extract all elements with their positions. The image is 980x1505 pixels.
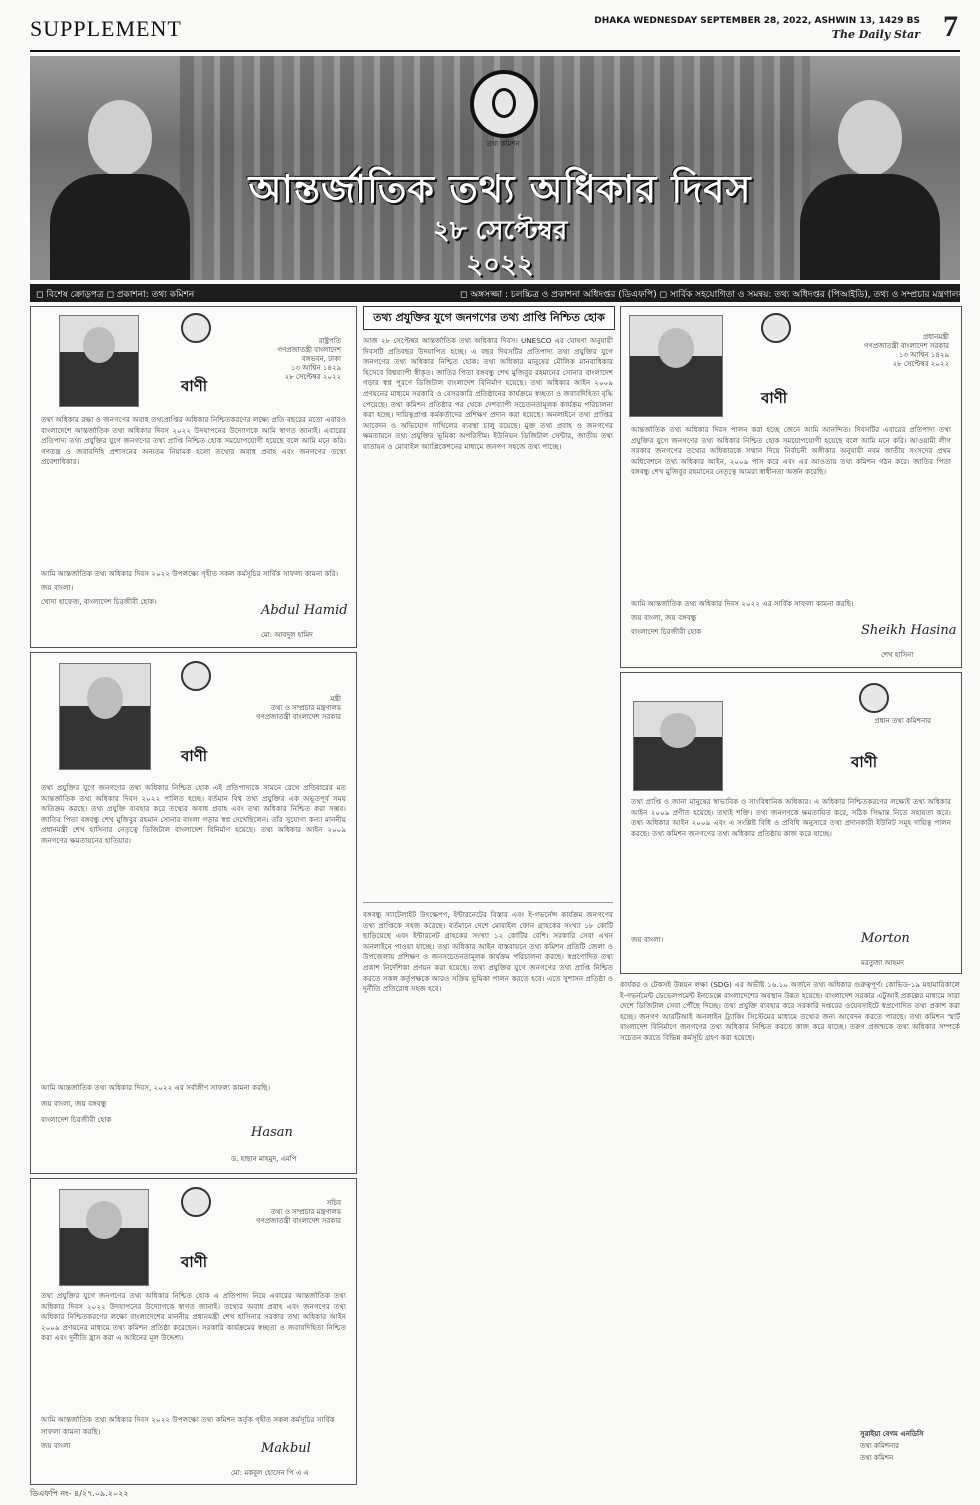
signature: Morton bbox=[861, 931, 910, 946]
information-commission-logo-icon bbox=[470, 70, 538, 138]
message-heading: বাণী bbox=[761, 389, 788, 407]
message-closing: আমি আন্তর্জাতিক তথ্য অধিকার দিবস ২০২২ উপলক্ষ্যে গৃহীত সকল কর্মসূচির সার্বিক সাফল্য কামনা করি। bbox=[41, 569, 339, 578]
prime-minister-message bbox=[620, 306, 962, 668]
secretary-message bbox=[30, 1178, 357, 1485]
message-closing-2: জয় বাংলা bbox=[41, 1441, 71, 1450]
article-column-2: বঙ্গবন্ধু স্যাটেলাইট উৎক্ষেপণ, ইন্টারনেটের বিস্তার এবং ই-গভর্নেন্স কার্যক্রম জনগণের তথ্য প্রাপ্তিকে সহজ করেছে। বর্তমানে দেশে মোবাইল ফোন গ্রাহকের সংখ্যা ১৮ কোটি ছাড়িয়েছে এবং ইন্টারনেট গ্রাহকের সংখ্যা ১২ কোটির বেশি। সরকারি সেবা এখন অনলাইনে পাওয়া যাচ্ছে। তথ্য অধিকার আইন বাস্তবায়নে তথ্য কমিশন প্রতিটি জেলা ও উপজেলায় প্রশিক্ষণ ও জনসচেতনতামূলক কার্যক্রম পরিচালনা করছে। স্বপ্রণোদিত তথ্য প্রকাশ নির্দেশিকা প্রণয়ন করা হয়েছে। তথ্য প্রযুক্তির যুগে জনগণের তথ্য প্রাপ্তি নিশ্চিত করতে সকল কর্তৃপক্ষকে আরও সক্রিয় ভূমিকা পালন করতে হবে। এতে সুশাসন প্রতিষ্ঠা ও দুর্নীতি প্রতিরোধ সহজ হবে। bbox=[363, 910, 613, 994]
message-role: প্রধান তথ্য কমিশনার bbox=[874, 717, 931, 725]
portrait-right bbox=[790, 90, 950, 280]
signer-name: মো: মকবুল হোসেন পি এ এ bbox=[231, 1469, 309, 1477]
prime-minister-photo bbox=[629, 315, 723, 417]
message-body: তথ্য প্রযুক্তির যুগে জনগণের তথ্য অধিকার নিশ্চিত হোক এই প্রতিপাদ্যকে সামনে রেখে প্রতিবারের মত আন্তর্জাতিক তথ্য অধিকার দিবস ২০২২ পালিত হচ্ছে। বর্তমান বিশ্ব তথ্য প্রযুক্তির এক অভূতপূর্ব সময় অতিক্রম করছে। তথ্য প্রযুক্তি ব্যবহার করে তথ্যের অবাধ প্রবাহ এবং তথ্য অধিকার নিশ্চিত করা সম্ভব। জাতির পিতা বঙ্গবন্ধু শেখ মুজিবুর রহমান সোনার বাংলা গড়ার স্বপ্ন দেখেছিলেন। তাঁর সুযোগ্য কন্যা মাননীয় প্রধানমন্ত্রী শেখ হাসিনার নেতৃত্বে ডিজিটাল বাংলাদেশ বিনির্মাণ হয়েছে। তথ্য অধিকার আইন ২০০৯ জনগণের ক্ষমতায়নের হাতিয়ার। bbox=[41, 783, 346, 845]
credits-bar bbox=[30, 284, 964, 302]
signer-name: ড. হাছান মাহমুদ, এমপি bbox=[231, 1155, 297, 1163]
commission-logo-icon bbox=[859, 683, 889, 713]
credits-right: ◻ অঙ্গসজ্জা : চলচ্চিত্র ও প্রকাশনা অধিদপ্তর (ডিএফপি) ◻ সার্বিক সহযোগিতা ও সমন্বয়: তথ্য অধিদপ্তর (পিআইডি), তথ্য ও সম্প্রচার মন্ত্রণালয় bbox=[460, 290, 964, 300]
message-closing-2: জয় বাংলা, জয় বঙ্গবন্ধু bbox=[41, 1099, 107, 1108]
message-heading: বাণী bbox=[851, 753, 878, 771]
message-heading: বাণী bbox=[181, 1253, 208, 1271]
credits-left: ◻ বিশেষ ক্রোড়পত্র ◻ প্রকাশনা: তথ্য কমিশন bbox=[36, 290, 195, 300]
message-heading: বাণী bbox=[181, 377, 208, 395]
signature: Makbul bbox=[261, 1441, 311, 1456]
message-closing-2: জয় বাংলা, জয় বঙ্গবন্ধু bbox=[631, 613, 697, 622]
president-message bbox=[30, 306, 357, 648]
message-closing-3: বাংলাদেশ চিরজীবী হোক bbox=[631, 627, 702, 636]
message-role: সচিব তথ্য ও সম্প্রচার মন্ত্রণালয় গণপ্রজাতন্ত্রী বাংলাদেশ সরকার bbox=[256, 1199, 341, 1225]
president-photo bbox=[59, 315, 139, 407]
message-role: মন্ত্রী তথ্য ও সম্প্রচার মন্ত্রণালয় গণপ্রজাতন্ত্রী বাংলাদেশ সরকার bbox=[256, 695, 341, 721]
banner bbox=[30, 56, 960, 280]
message-closing-3: খোদা হাফেজ, বাংলাদেশ চিরজীবী হোক। bbox=[41, 597, 157, 606]
masthead bbox=[30, 10, 960, 52]
secretary-photo bbox=[59, 1189, 149, 1286]
message-closing-3: বাংলাদেশ চিরজীবী হোক bbox=[41, 1115, 112, 1124]
ministry-emblem-icon bbox=[181, 1187, 211, 1217]
article-column-1: আজ ২৮ সেপ্টেম্বর আন্তর্জাতিক তথ্য অধিকার দিবস। UNESCO এর ঘোষণা অনুযায়ী দিবসটি প্রতিবছর উদযাপিত হচ্ছে। এ বছর দিবসটির প্রতিপাদ্য তথ্য প্রযুক্তির যুগে জনগণের তথ্য অধিকার নিশ্চিত হোক। তথ্য অধিকার মানুষের মৌলিক মানবাধিকার হিসেবে বিশ্বব্যাপী স্বীকৃত। জাতির পিতা বঙ্গবন্ধু শেখ মুজিবুর রহমানের সোনার বাংলাদেশ গড়ার স্বপ্ন পূরণে ডিজিটাল বাংলাদেশ বিনির্মাণ হয়েছে। তথ্য অধিকার আইন ২০০৯ প্রণয়নের মাধ্যমে সরকারি ও বেসরকারি প্রতিষ্ঠানের কার্যক্রমে স্বচ্ছতা ও জবাবদিহিতা বৃদ্ধি পেয়েছে। তথ্য কমিশন প্রতিষ্ঠার পর থেকে দেশব্যাপী সচেতনতামূলক কার্যক্রম পরিচালনা করা হচ্ছে। দায়িত্বপ্রাপ্ত কর্মকর্তাদের প্রশিক্ষণ প্রদান করা হয়েছে। অনলাইনে তথ্য প্রাপ্তির আবেদন ও অভিযোগ দাখিলের ব্যবস্থা চালু রয়েছে। মুক্ত তথ্য প্রবাহ ও জনগণের ক্ষমতায়নে তথ্য প্রযুক্তির ভূমিকা অপরিসীম। ইউনিয়ন ডিজিটাল সেন্টার, জাতীয় তথ্য বাতায়ন ও মোবাইল অ্যাপ্লিকেশনের মাধ্যমে জনগণ সহজে তথ্য পাচ্ছে। bbox=[363, 336, 613, 451]
signer-name: মরতুজা আহমদ bbox=[861, 959, 904, 967]
signature: Hasan bbox=[251, 1125, 293, 1140]
message-heading: বাণী bbox=[181, 747, 208, 765]
message-closing: আমি আন্তর্জাতিক তথ্য অধিকার দিবস ২০২২ এর সার্বিক সাফল্য কামনা করছি। bbox=[631, 599, 854, 608]
message-body: তথ্য প্রাপ্তি ও জানা মানুষের স্বাভাবিক ও সাংবিধানিক অধিকার। এ অধিকার নিশ্চিতকরণের লক্ষ্যেই তথ্য অধিকার আইন ২০০৯ প্রণীত হয়েছে। তথ্যই শক্তি। তথ্য জনগণকে ক্ষমতায়িত করে, সঠিক সিদ্ধান্ত নিতে সহায়তা করে। তথ্য অধিকার আইন ২০০৯ এবং এ সংশ্লিষ্ট বিধি ও প্রবিধি অনুসারে তথ্য প্রদানকারী ইউনিট সমূহ দায়িত্ব পালন করছে। তথ্য কমিশন জনগণের তথ্য অধিকার প্রতিষ্ঠায় কাজ করে যাচ্ছে। bbox=[631, 797, 951, 838]
banner-date: ২৮ সেপ্টেম্বর bbox=[432, 216, 568, 246]
message-body: আন্তর্জাতিক তথ্য অধিকার দিবস পালন করা হচ্ছে জেনে আমি আনন্দিত। দিবসটির এবারের প্রতিপাদ্য তথ্য প্রযুক্তির যুগে জনগণের তথ্য অধিকার নিশ্চিত হোক সময়োপযোগী হয়েছে বলে আমি মনে করি। আওয়ামী লীগ সরকার জনগণের তথ্যের অধিকারকে সম্মান দিয়ে নির্বাচনী অঙ্গীকার অনুযায়ী নবম জাতীয় সংসদের প্রথম অধিবেশনে তথ্য অধিকার আইন, ২০০৯ পাস করে এবং এর আওতায় তথ্য কমিশন গঠন করে। জাতির পিতা বঙ্গবন্ধু শেখ মুজিবুর রহমানের নেতৃত্বে আমরা স্বাধীনতা অর্জন করেছি। bbox=[631, 425, 951, 477]
chief-commissioner-message bbox=[620, 672, 962, 974]
footer-code: ডিএফপি নং- ৪/২৭.০৯.২০২২ bbox=[30, 1489, 129, 1498]
column-divider bbox=[363, 902, 613, 903]
message-role: প্রধানমন্ত্রী গণপ্রজাতন্ত্রী বাংলাদেশ সরকার ১৩ আশ্বিন ১৪২৯ ২৮ সেপ্টেম্বর ২০২২ bbox=[864, 333, 949, 368]
message-body: তথ্য প্রযুক্তির যুগে জনগণের তথ্য অধিকার নিশ্চিত হোক এ প্রতিপাদ্য নিয়ে এবারের আন্তর্জাতিক তথ্য অধিকার দিবস ২০২২ উদযাপনের উদ্যোগকে স্বাগত জানাই। তথ্যের অবাধ প্রবাহ এবং জনগণের তথ্য অধিকার নিশ্চিতকরণের লক্ষ্যে বাংলাদেশের মাননীয় প্রধানমন্ত্রী শেখ হাসিনার সরকার তথ্য অধিকার আইন ২০০৯ প্রণয়নের মাধ্যমে তথ্য কমিশন প্রতিষ্ঠা করেছেন। সরকারি কার্যক্রমের স্বচ্ছতা ও জবাবদিহিতা নিশ্চিত করা এবং দুর্নীতি হ্রাস করা এ আইনের মূল উদ্দেশ্য। bbox=[41, 1291, 346, 1343]
banner-year: ২০২২ bbox=[466, 250, 534, 280]
signer-name: মো: আবদুল হামিদ bbox=[261, 631, 313, 639]
byline-name: সুরাইয়া বেগম এনডিসি bbox=[860, 1430, 924, 1438]
signature: Sheikh Hasina bbox=[861, 623, 957, 638]
message-closing: আমি আন্তর্জাতিক তথ্য অধিকার দিবস ২০২২ উপলক্ষ্যে তথ্য কমিশন কর্তৃক গৃহীত সকল কর্মসূচির সার্বিক সাফল্য কামনা করছি। bbox=[41, 1415, 335, 1436]
message-body: তথ্য অধিকার রক্ষা ও জনগণের অবাধ তথ্যপ্রাপ্তির অধিকার নিশ্চিতকরণের লক্ষ্যে প্রতি বছরের মতো এবারও বাংলাদেশে আন্তর্জাতিক তথ্য অধিকার দিবস ২০২২ উদযাপনের উদ্যোগকে আমি স্বাগত জানাই। এবারের প্রতিপাদ্য তথ্য প্রযুক্তির যুগে জনগণের তথ্য প্রাপ্তি নিশ্চিত হোক সময়োপযোগী হয়েছে বলে আমি মনে করি। গণতন্ত্র ও জবাবদিহি প্রশাসনের অন্যতম নিয়ামক হলো তথ্যের অবাধ প্রবাহ এবং জনগণের তথ্যে প্রবেশাধিকার। bbox=[41, 415, 346, 467]
newspaper-name: The Daily Star bbox=[831, 28, 920, 41]
state-emblem-icon bbox=[761, 313, 791, 343]
article-headline: তথ্য প্রযুক্তির যুগে জনগণের তথ্য প্রাপ্তি নিশ্চিত হোক bbox=[363, 306, 615, 330]
logo-caption: তথ্য কমিশন bbox=[486, 140, 520, 148]
section-label: SUPPLEMENT bbox=[30, 16, 182, 41]
minister-photo bbox=[59, 663, 151, 770]
portrait-left bbox=[40, 90, 200, 280]
banner-title: আন্তর্জাতিক তথ্য অধিকার দিবস bbox=[248, 167, 752, 211]
ministry-emblem-icon bbox=[181, 661, 211, 691]
chief-commissioner-photo bbox=[633, 701, 723, 791]
page-number: 7 bbox=[943, 10, 958, 43]
byline-role: তথ্য কমিশনার তথ্য কমিশন bbox=[860, 1442, 900, 1462]
signature: Abdul Hamid bbox=[261, 603, 348, 618]
message-closing: আমি আন্তর্জাতিক তথ্য অধিকার দিবস, ২০২২ এর সর্বাঙ্গীণ সাফল্য কামনা করছি। bbox=[41, 1083, 271, 1092]
message-closing-2: জয় বাংলা। bbox=[41, 583, 74, 592]
minister-message bbox=[30, 652, 357, 1174]
message-closing: জয় বাংলা। bbox=[631, 935, 664, 944]
signer-name: শেখ হাসিনা bbox=[881, 651, 914, 659]
article-column-3: কার্যকর ও টেকসই উন্নয়ন লক্ষ্য (SDG) এর অভীষ্ট ১৬.১০ অর্জনে তথ্য অধিকার গুরুত্বপূর্ণ। কোভিড-১৯ মহামারিকালে ই-গভর্নমেন্ট ডেভেলপমেন্ট ইনডেক্সে বাংলাদেশের অবস্থান উন্নত হয়েছে। বাংলাদেশ সরকার এটুআই প্রকল্পের মাধ্যমে সারা দেশে ডিজিটাল সেবা পৌঁছে দিচ্ছে। তথ্য প্রযুক্তি ব্যবহার করে সরকারি দপ্তরের ওয়েবসাইটে স্বপ্রণোদিত তথ্য প্রকাশ করা হচ্ছে। জনগণ আরটিআই অনলাইন ট্র্যাকিং সিস্টেমের মাধ্যমে তথ্যের জন্য আবেদন করতে পারছে। তথ্য কমিশন স্মার্ট বাংলাদেশ বিনির্মাণে জনগণের তথ্য অধিকার নিশ্চিত করতে কাজ করে যাচ্ছে। তরুণ প্রজন্মকে তথ্য অধিকার সম্পর্কে সচেতন করতে বিভিন্ন কর্মসূচি গ্রহণ করা হয়েছে। bbox=[620, 980, 960, 1042]
message-role: রাষ্ট্রপতি গণপ্রজাতন্ত্রী বাংলাদেশ বঙ্গভবন, ঢাকা ১৩ আশ্বিন ১৪২৯ ২৮ সেপ্টেম্বর ২০২২ bbox=[277, 337, 341, 381]
dateline: DHAKA WEDNESDAY SEPTEMBER 28, 2022, ASHWIN 13, 1429 BS bbox=[594, 16, 920, 26]
state-emblem-icon bbox=[181, 313, 211, 343]
